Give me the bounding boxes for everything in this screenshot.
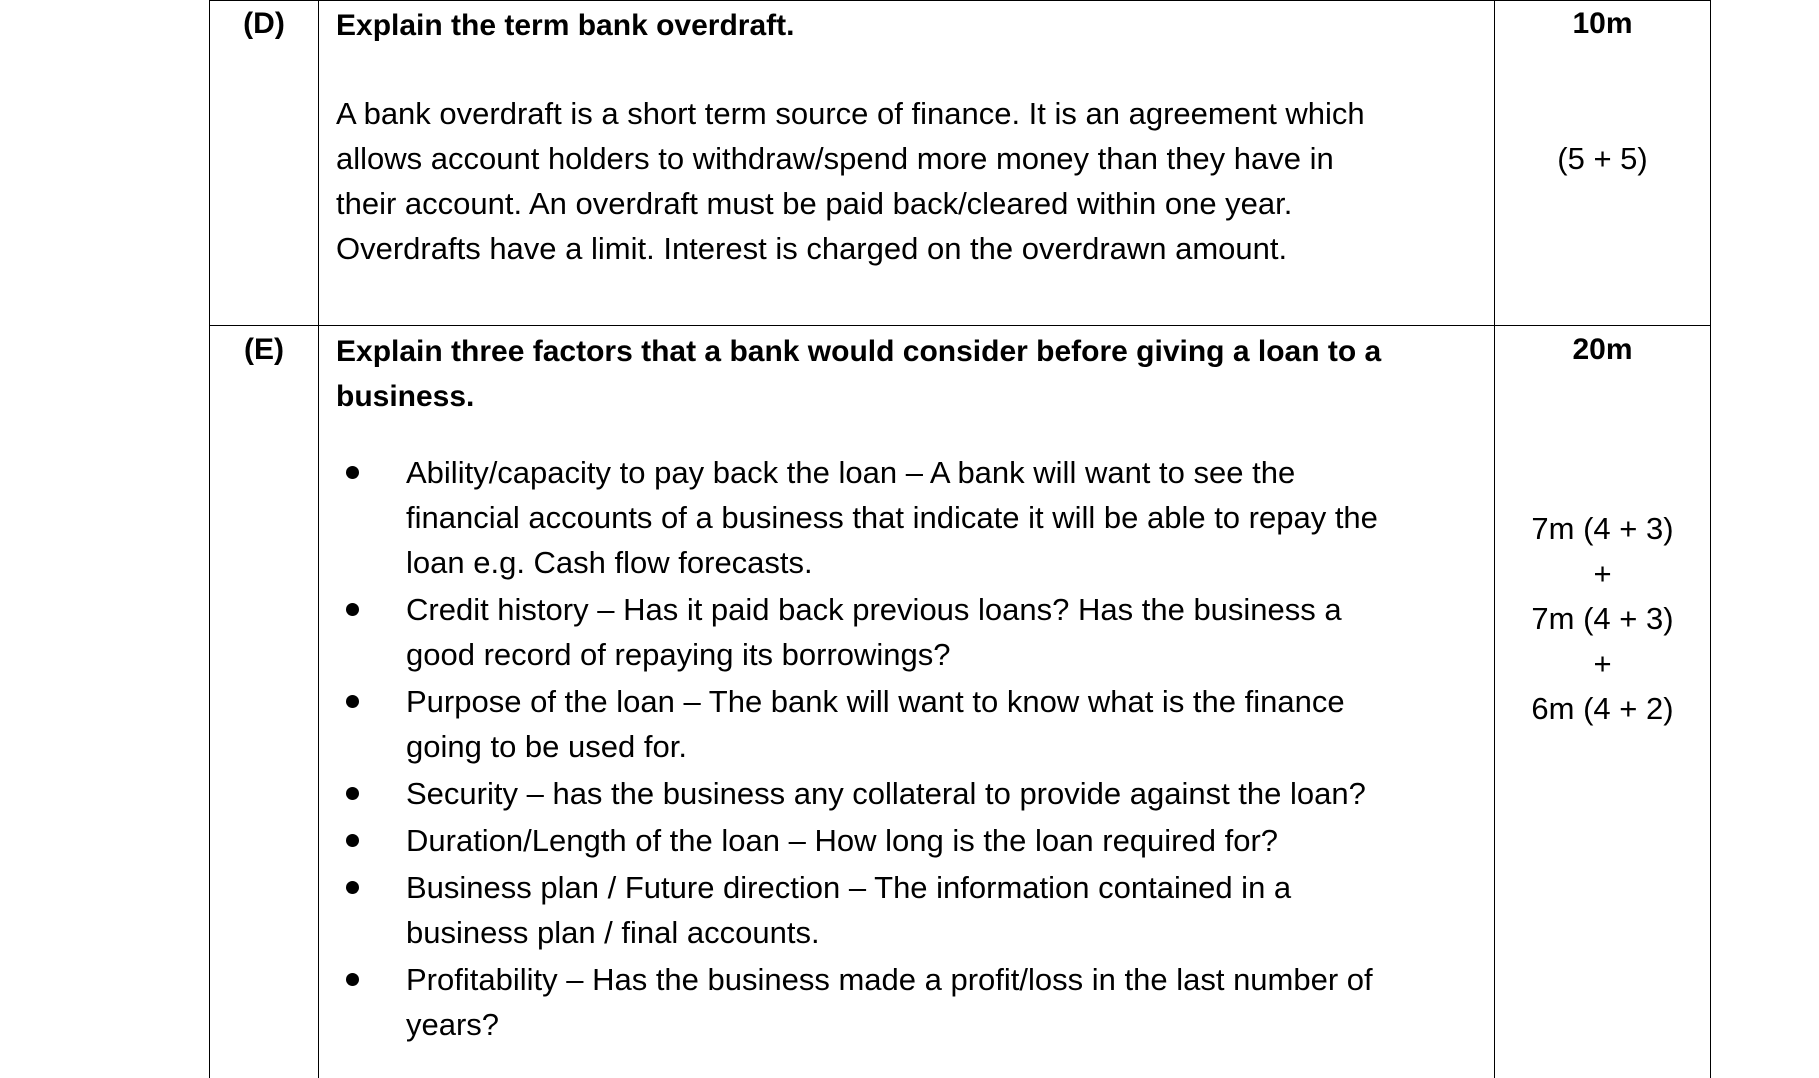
answer-line: their account. An overdraft must be paid back/cleared within one year.: [336, 186, 1293, 221]
column-divider: [318, 1, 319, 1078]
list-item: [336, 865, 1378, 955]
marks-line: 7m (4 + 3): [1531, 511, 1674, 546]
list-item: [336, 450, 1378, 585]
row-d-marks-total: 10m: [1572, 7, 1633, 40]
bullet-line: Profitability – Has the business made a profit/loss in the last number of: [406, 962, 1373, 997]
marking-scheme-table: [209, 0, 1711, 1078]
bullet-line: Credit history – Has it paid back previous loans? Has the business a: [406, 592, 1342, 627]
row-d-question: Explain the term bank overdraft.: [336, 9, 795, 42]
question-line: business.: [336, 380, 475, 413]
row-e-label: (E): [244, 333, 284, 366]
bullet-line: years?: [406, 1007, 500, 1042]
answer-line: allows account holders to withdraw/spend more money than they have in: [336, 141, 1334, 176]
bullet-icon: [346, 834, 359, 847]
bullet-icon: [346, 466, 359, 479]
row-e-marks-total: 20m: [1572, 333, 1633, 366]
bullet-icon: [346, 973, 359, 986]
factor-list: [336, 450, 1378, 1049]
bullet-line: loan e.g. Cash flow forecasts.: [406, 545, 813, 580]
row-d-answer: [336, 91, 1365, 271]
row-divider: [210, 325, 1710, 326]
row-d-marks-split: (5 + 5): [1557, 141, 1648, 176]
bullet-icon: [346, 881, 359, 894]
bullet-line: going to be used for.: [406, 729, 687, 764]
bullet-line: Security – has the business any collateral to provide against the loan?: [406, 776, 1366, 811]
row-e-question: [336, 329, 1381, 419]
bullet-icon: [346, 603, 359, 616]
list-item: [336, 957, 1378, 1047]
question-line: Explain three factors that a bank would consider before giving a loan to a: [336, 335, 1382, 368]
list-item: [336, 818, 1378, 863]
bullet-line: Duration/Length of the loan – How long is the loan required for?: [406, 823, 1279, 858]
bullet-line: Purpose of the loan – The bank will want to know what is the finance: [406, 684, 1345, 719]
marks-line: 7m (4 + 3): [1531, 601, 1674, 636]
bullet-icon: [346, 695, 359, 708]
list-item: [336, 771, 1378, 816]
bullet-line: business plan / final accounts.: [406, 915, 820, 950]
bullet-line: Business plan / Future direction – The information contained in a: [406, 870, 1292, 905]
answer-line: A bank overdraft is a short term source of finance. It is an agreement which: [336, 96, 1365, 131]
bullet-line: Ability/capacity to pay back the loan – A bank will want to see the: [406, 455, 1296, 490]
bullet-line: financial accounts of a business that indicate it will be able to repay the: [406, 500, 1378, 535]
marks-line: 6m (4 + 2): [1531, 691, 1674, 726]
marks-line: +: [1593, 646, 1612, 681]
row-e-marks-split: [1495, 506, 1710, 731]
row-d-label: (D): [243, 7, 285, 40]
marks-line: +: [1593, 556, 1612, 591]
list-item: [336, 679, 1378, 769]
answer-line: Overdrafts have a limit. Interest is charged on the overdrawn amount.: [336, 231, 1288, 266]
list-item: [336, 587, 1378, 677]
bullet-icon: [346, 787, 359, 800]
bullet-line: good record of repaying its borrowings?: [406, 637, 951, 672]
